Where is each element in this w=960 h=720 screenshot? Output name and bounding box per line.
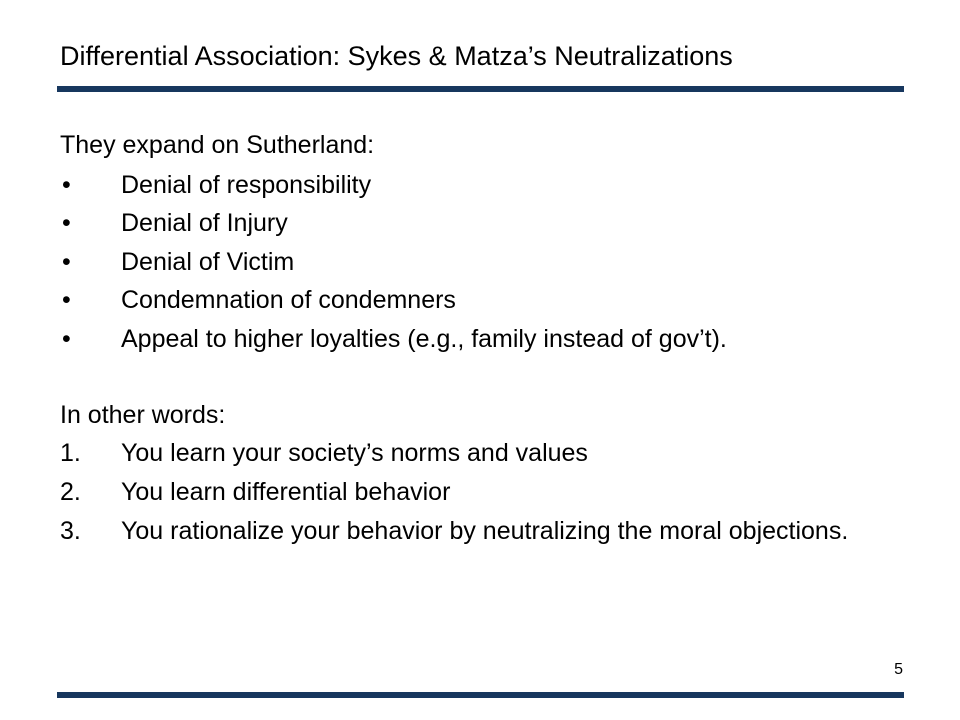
item-number: 2.	[60, 478, 81, 506]
bullet-text: Condemnation of condemners	[121, 286, 456, 314]
bullet-marker: •	[62, 248, 71, 276]
numbered-item	[60, 516, 900, 546]
bullet-item	[60, 285, 900, 315]
bullet-text: Denial of Injury	[121, 209, 288, 237]
bullet-marker: •	[62, 171, 71, 199]
slide-title: Differential Association: Sykes & Matza’s Neutralizations	[60, 41, 733, 71]
bullet-marker: •	[62, 286, 71, 314]
item-text: You learn differential behavior	[121, 478, 451, 506]
bullet-text: Denial of responsibility	[121, 171, 372, 199]
bullet-item	[60, 208, 900, 238]
item-text: You learn your society’s norms and values	[121, 439, 588, 467]
numbered-item	[60, 438, 900, 468]
intro-text: They expand on Sutherland:	[60, 131, 375, 159]
item-number: 3.	[60, 517, 81, 545]
numbered-item	[60, 477, 900, 507]
bullet-item	[60, 247, 900, 277]
title-divider	[57, 86, 904, 92]
page-number: 5	[894, 661, 903, 678]
item-number: 1.	[60, 439, 81, 467]
footer-divider	[57, 692, 904, 698]
bullet-text: Appeal to higher loyalties (e.g., family instead of gov’t).	[121, 325, 727, 353]
bullet-item	[60, 324, 900, 354]
bullet-item	[60, 170, 900, 200]
bullet-text: Denial of Victim	[121, 248, 295, 276]
bullet-marker: •	[62, 209, 71, 237]
item-text: You rationalize your behavior by neutralizing the moral objections.	[121, 517, 849, 545]
summary-heading: In other words:	[60, 401, 226, 429]
bullet-marker: •	[62, 325, 71, 353]
